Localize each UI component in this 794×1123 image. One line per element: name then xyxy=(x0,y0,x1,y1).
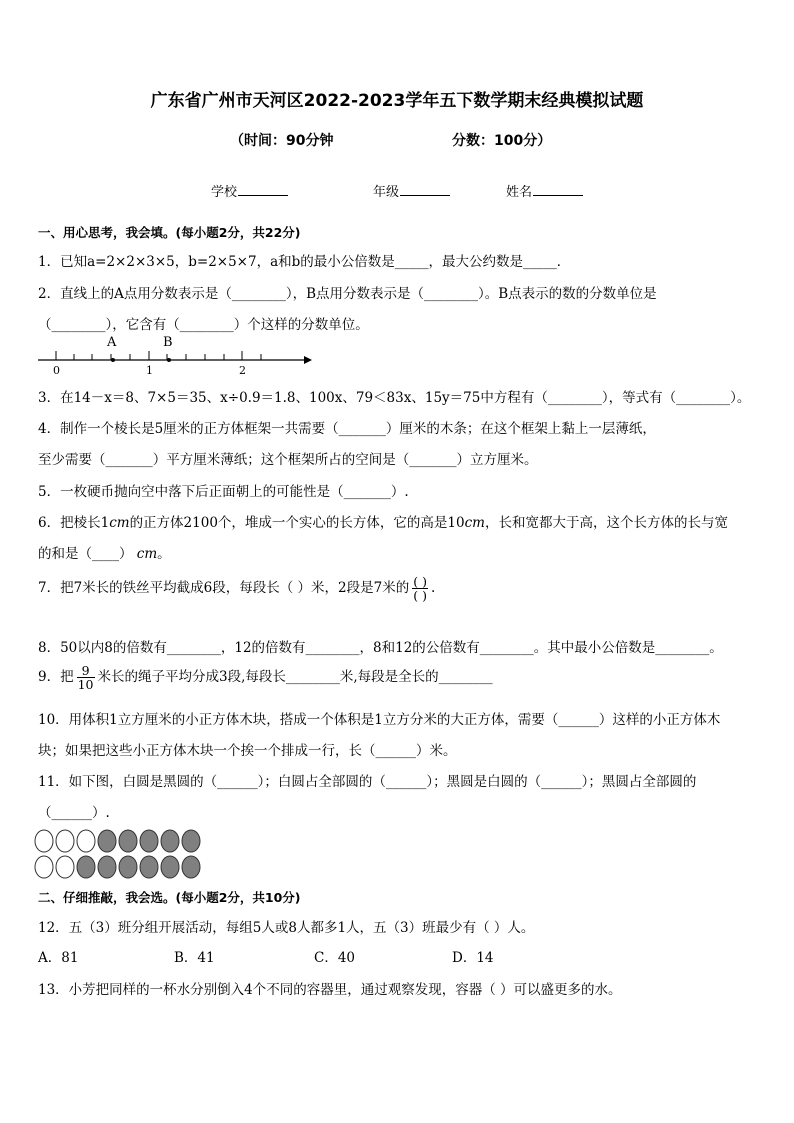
white-circle xyxy=(77,830,95,852)
question-6-line-1: 6．把棱长1cm的正方体2100个，堆成一个实心的长方体，它的高是10cm，长和宽都大于高，这个长方体的长与宽 xyxy=(38,515,728,531)
option-a[interactable]: A．81 xyxy=(38,950,79,966)
point-a xyxy=(111,358,115,362)
question-5: 5．一枚硬币抛向空中落下后正面朝上的可能性是（_______）. xyxy=(38,484,409,500)
white-circle xyxy=(35,856,53,878)
section-2-heading: 二、仔细推敲，我会选。(每小题2分，共10分) xyxy=(38,890,301,905)
question-8: 8．50以内8的倍数有________，12的倍数有________，8和12的公倍数有________。其中最小公倍数是________。 xyxy=(38,640,723,656)
question-3: 3．在14－x＝8、7×5＝35、x÷0.9＝1.8、100x、79＜83x、15y＝75中方程有（________），等式有（________）。 xyxy=(38,390,751,406)
white-circle xyxy=(56,830,74,852)
school-label: 学校 xyxy=(211,185,238,200)
black-circle xyxy=(161,830,179,852)
unit-cm: cm xyxy=(464,515,485,531)
fraction-9-10: $\frac{9}{10}$ xyxy=(77,663,94,692)
question-13: 13．小芳把同样的一杯水分别倒入4个不同的容器里，通过观察发现，容器（ ）可以盛更多的水。 xyxy=(38,982,622,998)
question-9: 9．把 $\frac{9}{10}$ 米长的绳子平均分成3段,每段长________米,每段是全长的________ xyxy=(38,663,493,692)
question-4-line-2: 至少需要（_______）平方厘米薄纸；这个框架所占的空间是（_______）立方厘米。 xyxy=(38,452,538,468)
point-a-label: A xyxy=(107,335,117,350)
grade-field xyxy=(373,181,450,200)
black-circle xyxy=(98,830,116,852)
exam-title: 广东省广州市天河区2022-2023学年五下数学期末经典模拟试题 xyxy=(150,91,644,111)
question-7: 7．把7米长的铁丝平均截成6段，每段长（ ）米，2段是7米的 $\frac{( )}{( )}$ . xyxy=(38,574,436,603)
school-field xyxy=(211,181,288,200)
black-circle xyxy=(119,856,137,878)
exam-time: （时间：90分钟 xyxy=(230,133,334,149)
exam-score: 分数：100分） xyxy=(452,133,552,149)
question-4-line-1: 4．制作一个棱长是5厘米的正方体框架一共需要（_______）厘米的木条；在这个框架上黏上一层薄纸， xyxy=(38,421,656,437)
tick-label-2: 2 xyxy=(239,364,246,376)
name-field xyxy=(506,181,583,200)
white-circle xyxy=(35,830,53,852)
question-11-line-1: 11．如下图，白圆是黑圆的（______）；白圆占全部圆的（______）；黑圆是白圆的（______）；黑圆占全部圆的 xyxy=(38,774,697,790)
question-12: 12．五（3）班分组开展活动，每组5人或8人都多1人，五（3）班最少有（ ）人。 xyxy=(38,920,535,936)
black-circle xyxy=(119,830,137,852)
question-11-line-2: （______）. xyxy=(38,805,110,821)
tick-label-0: 0 xyxy=(53,364,60,376)
tick-label-1: 1 xyxy=(146,364,153,376)
question-2-line-1: 2．直线上的A点用分数表示是（________），B点用分数表示是（________）。B点表示的数的分数单位是 xyxy=(38,286,657,302)
option-d[interactable]: D．14 xyxy=(452,950,494,966)
black-circle xyxy=(140,856,158,878)
question-2-line-2: （________），它含有（________）个这样的分数单位。 xyxy=(38,317,369,333)
circles-figure xyxy=(34,828,204,880)
question-10-line-1: 10．用体积1立方厘米的小正方体木块，搭成一个体积是1立方分米的大正方体，需要（______）这样的小正方体木 xyxy=(38,712,721,728)
section-1-heading: 一、用心思考，我会填。(每小题2分，共22分) xyxy=(38,225,301,240)
name-label: 姓名 xyxy=(506,185,533,200)
number-line xyxy=(36,334,316,376)
black-circle xyxy=(140,830,158,852)
unit-cm: cm xyxy=(136,546,158,562)
black-circle xyxy=(182,830,200,852)
point-b-label: B xyxy=(163,335,173,350)
white-circle xyxy=(56,856,74,878)
fraction-blank[interactable]: $\frac{( )}{( )}$ xyxy=(413,574,427,603)
name-blank[interactable] xyxy=(533,183,583,196)
point-b xyxy=(167,358,171,362)
question-10-line-2: 块；如果把这些小正方体木块一个挨一个排成一行，长（______）米。 xyxy=(38,743,457,759)
unit-cm: cm xyxy=(109,515,130,531)
grade-blank[interactable] xyxy=(400,183,450,196)
question-6-line-2: 的和是（____） cm。 xyxy=(38,546,171,562)
black-circle xyxy=(161,856,179,878)
black-circle xyxy=(77,856,95,878)
black-circle xyxy=(182,856,200,878)
black-circle xyxy=(98,856,116,878)
option-c[interactable]: C．40 xyxy=(314,950,356,966)
grade-label: 年级 xyxy=(373,185,400,200)
question-1: 1．已知a=2×2×3×5，b=2×5×7，a和b的最小公倍数是_____，最大公约数是_____． xyxy=(38,254,571,270)
option-b[interactable]: B．41 xyxy=(174,950,215,966)
school-blank[interactable] xyxy=(238,183,288,196)
